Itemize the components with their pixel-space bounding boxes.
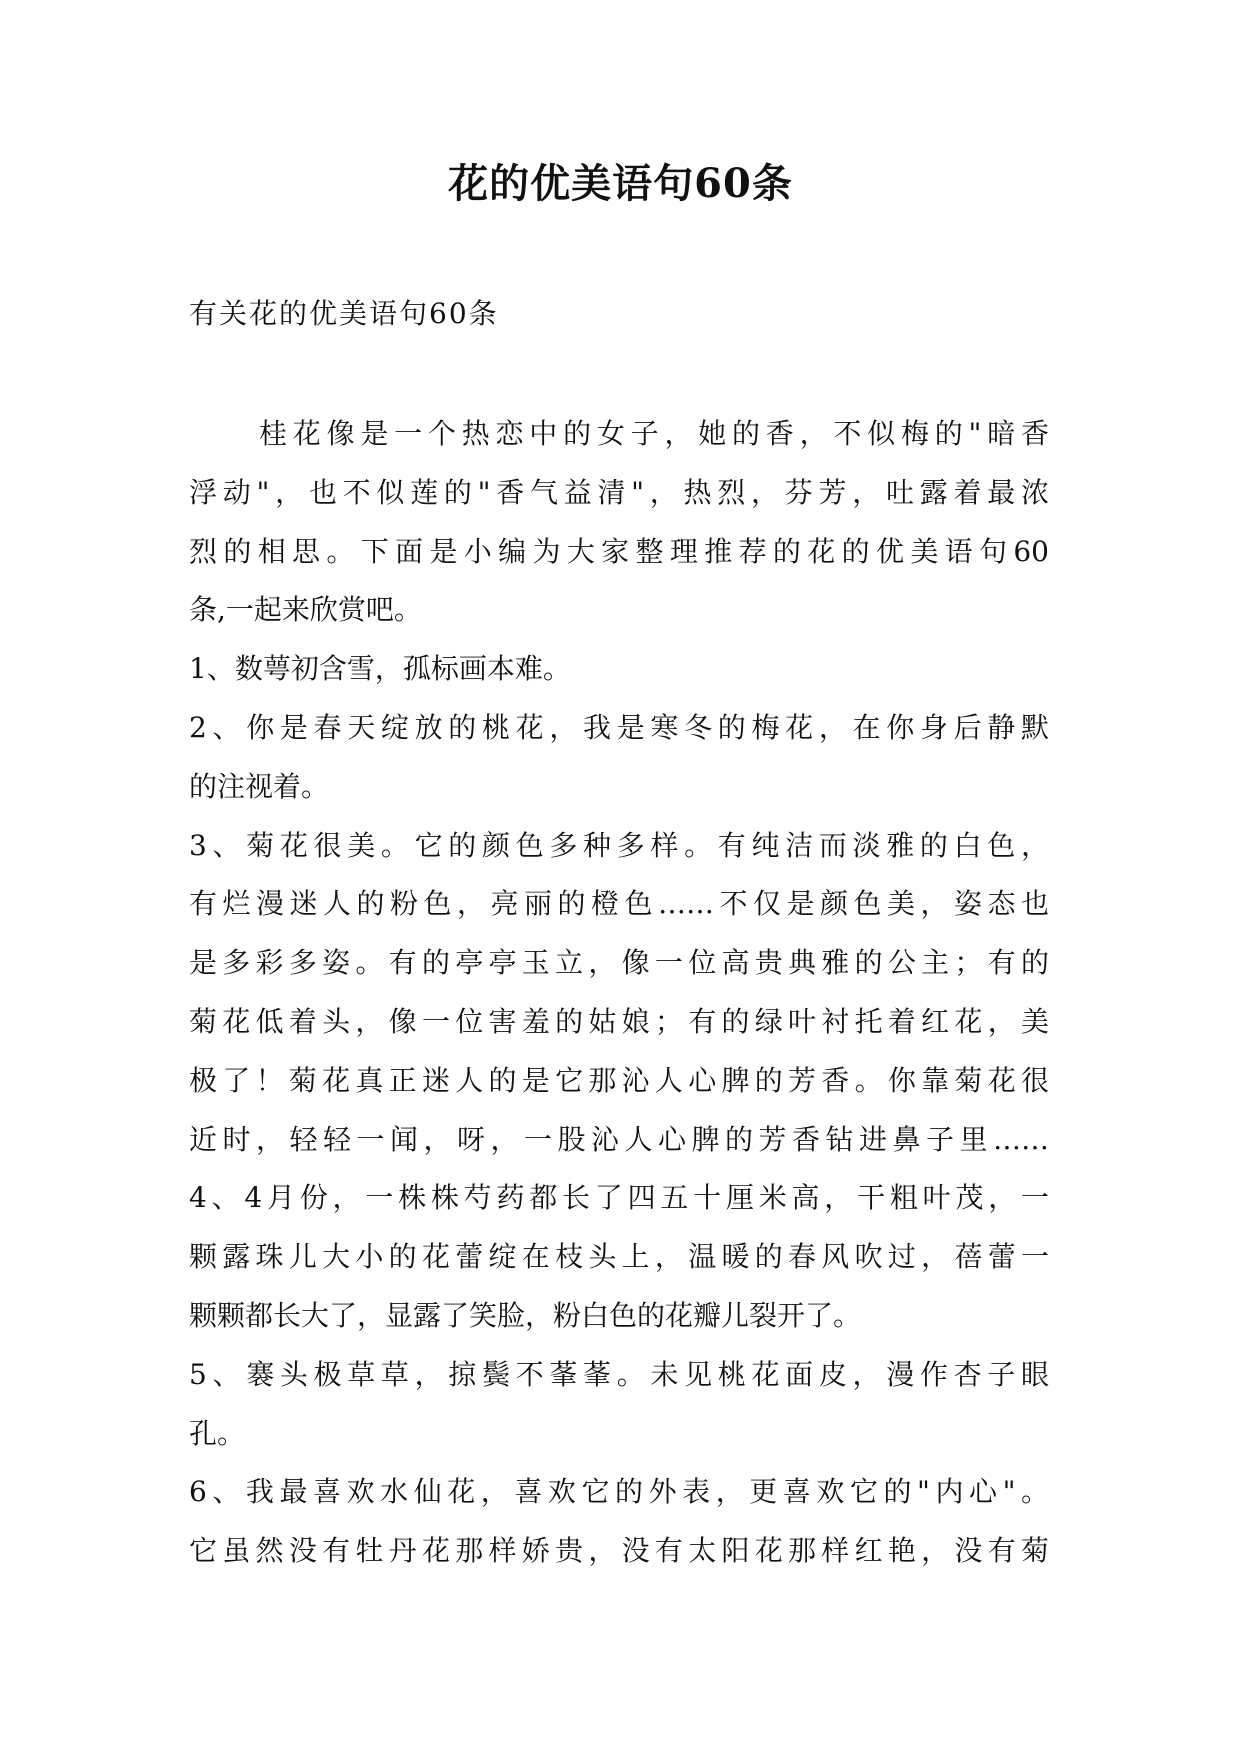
body-line: 菊花低着头，像一位害羞的姑娘；有的绿叶衬托着红花，美 [189, 1004, 1049, 1038]
body-line: 条,一起来欣赏吧。 [189, 593, 422, 627]
body-line: 烈的相思。下面是小编为大家整理推荐的花的优美语句60 [189, 534, 1049, 568]
body-line: 它虽然没有牡丹花那样娇贵，没有太阳花那样红艳，没有菊 [189, 1534, 1049, 1568]
body-line: 极了！菊花真正迷人的是它那沁人心脾的芳香。你靠菊花很 [189, 1063, 1049, 1097]
body-line: 近时，轻轻一闻，呀，一股沁人心脾的芳香钻进鼻子里…… [189, 1122, 1049, 1156]
body-line: 6、我最喜欢水仙花，喜欢它的外表，更喜欢它的"内心"。 [189, 1475, 1049, 1509]
body-line: 5、褰头极草草，掠鬓不莑莑。未见桃花面皮，漫作杏子眼 [189, 1357, 1049, 1391]
body-line: 颗露珠儿大小的花蕾绽在枝头上，温暖的春风吹过，蓓蕾一 [189, 1240, 1049, 1274]
body-line: 1、数萼初含雪，孤标画本难。 [189, 652, 571, 686]
body-line: 的注视着。 [189, 769, 330, 803]
body-line: 是多彩多姿。有的亭亭玉立，像一位高贵典雅的公主；有的 [189, 946, 1049, 980]
document-subtitle: 有关花的优美语句60条 [189, 297, 499, 330]
document-title: 花的优美语句60条 [448, 160, 793, 207]
body-line: 颗颗都长大了，显露了笑脸，粉白色的花瓣儿裂开了。 [189, 1298, 862, 1332]
body-line: 孔。 [189, 1416, 246, 1450]
body-line: 有烂漫迷人的粉色，亮丽的橙色……不仅是颜色美，姿态也 [189, 887, 1049, 921]
body-line: 桂花像是一个热恋中的女子，她的香，不似梅的"暗香 [259, 417, 1049, 450]
body-line: 3、菊花很美。它的颜色多种多样。有纯洁而淡雅的白色， [189, 828, 1049, 862]
body-line: 浮动"，也不似莲的"香气益清"，热烈，芬芳，吐露着最浓 [189, 475, 1049, 509]
body-line: 2、你是春天绽放的桃花，我是寒冬的梅花，在你身后静默 [189, 710, 1049, 744]
body-line: 4、4月份，一株株芍药都长了四五十厘米高，干粗叶茂，一 [189, 1181, 1049, 1215]
document-body [189, 405, 1049, 1581]
